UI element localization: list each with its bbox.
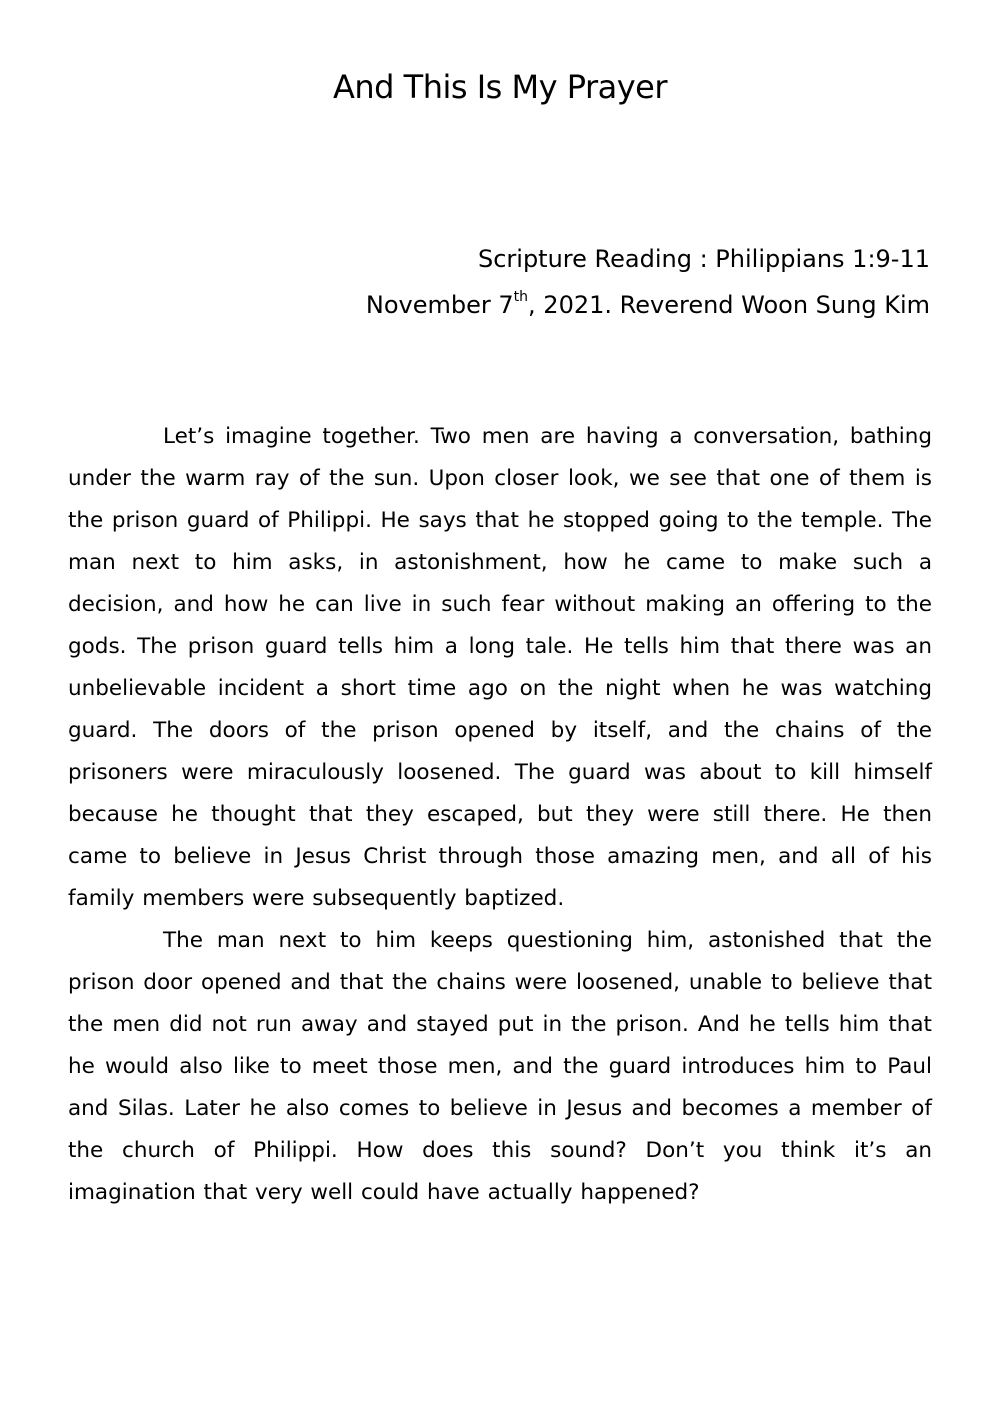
paragraph: Let’s imagine together. Two men are having a conversation, bathing under the warm ray of the sun. Upon closer look, we see that one of them is the prison guard of Philippi. He says that he stopped going to the temple. The man next to him asks, in astonishment, how he came to make such a decision, and how he can live in such fear without making an offering to the gods. The prison guard tells him a long tale. He tells him that there was an unbelievable incident a short time ago on the night when he was watching guard. The doors of the prison opened by itself, and the chains of the prisoners were miraculously loosened. The guard was about to kill himself because he thought that they escaped, but they were still there. He then came to believe in Jesus Christ through those amazing men, and all of his family members were subsequently baptized. (68, 424, 932, 911)
date-year-preacher: , 2021. Reverend Woon Sung Kim (528, 291, 930, 319)
page-title: And This Is My Prayer (333, 68, 667, 106)
sermon-body (68, 416, 932, 1214)
paragraph: The man next to him keeps questioning him, astonished that the prison door opened and that the chains were loosened, unable to believe that the men did not run away and stayed put in the prison. And he tells him that he would also like to meet those men, and the guard introduces him to Paul and Silas. Later he also comes to believe in Jesus and becomes a member of the church of Philippi. How does this sound? Don’t you think it’s an imagination that very well could have actually happened? (68, 928, 932, 1205)
sermon-date-preacher (366, 282, 930, 328)
date-ordinal-suffix: th (513, 289, 529, 305)
date-month-day: November 7 (365, 291, 514, 319)
sermon-meta (366, 236, 930, 328)
scripture-reading: Scripture Reading : Philippians 1:9-11 (477, 245, 930, 273)
